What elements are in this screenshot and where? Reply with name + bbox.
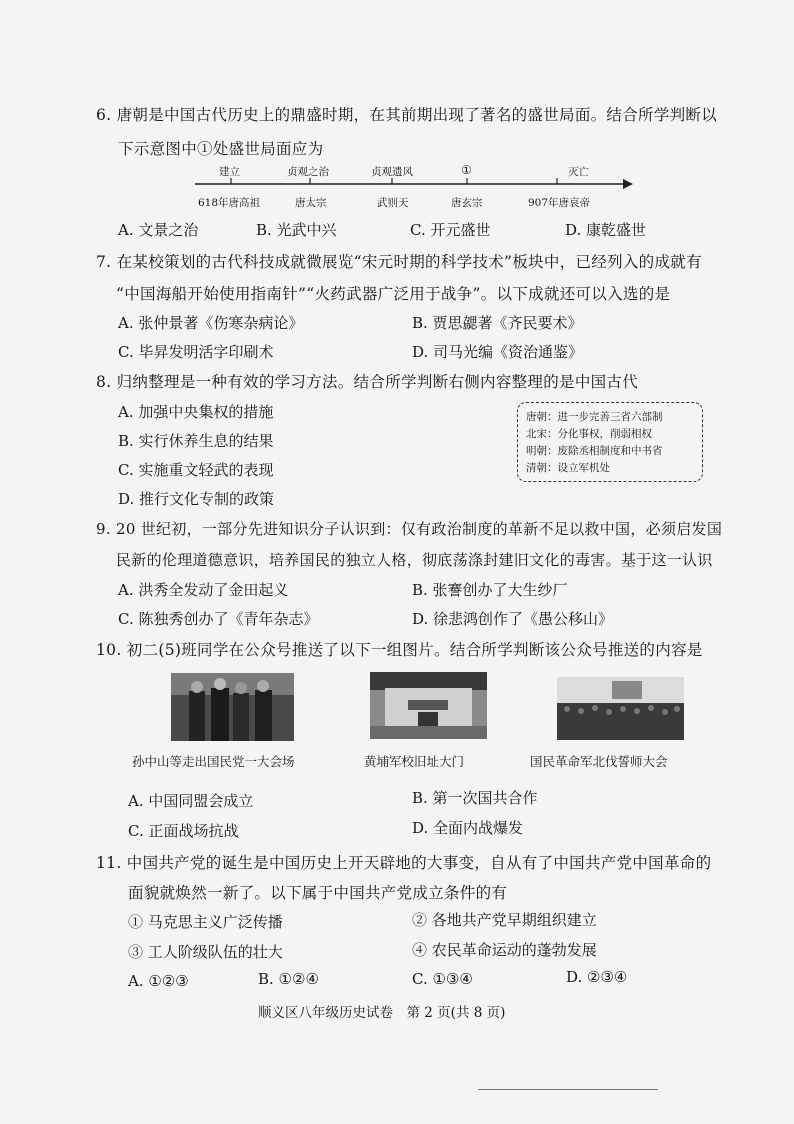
- q8-option-c: C. 实施重文轻武的表现: [118, 461, 274, 479]
- q11-stem-line1: 11. 中国共产党的诞生是中国历史上开天辟地的大事变，自从有了中国共产党中国革命的: [96, 854, 712, 872]
- q7-option-a: A. 张仲景著《伤寒杂病论》: [118, 314, 304, 332]
- q9-option-d: D. 徐悲鸿创作了《愚公移山》: [412, 610, 614, 628]
- timeline-top-label: 灭亡: [568, 166, 589, 178]
- timeline-top-label: 建立: [219, 166, 240, 178]
- q10-option-d: D. 全面内战爆发: [412, 819, 524, 837]
- q6-option-d: D. 康乾盛世: [565, 221, 647, 239]
- summary-line-qing: 清朝：设立军机处: [526, 462, 610, 474]
- q11-item-4: ④ 农民革命运动的蓬勃发展: [412, 941, 597, 959]
- q11-item-2: ② 各地共产党早期组织建立: [412, 911, 597, 929]
- q8-option-d: D. 推行文化专制的政策: [118, 490, 275, 508]
- q6-stem-line1: 6. 唐朝是中国古代历史上的鼎盛时期，在其前期出现了著名的盛世局面。结合所学判断以: [96, 106, 718, 124]
- summary-line-tang: 唐朝：进一步完善三省六部制: [526, 411, 663, 423]
- q7-option-c: C. 毕昇发明活字印刷术: [118, 343, 274, 361]
- q11-stem-line2: 面貌就焕然一新了。以下属于中国共产党成立条件的有: [128, 884, 508, 902]
- timeline-top-label: ①: [461, 163, 472, 177]
- timeline-bottom-label: 唐太宗: [295, 197, 327, 209]
- q6-stem-line2: 下示意图中①处盛世局面应为: [118, 140, 324, 158]
- timeline-bottom-label: 唐玄宗: [451, 197, 483, 209]
- timeline-bottom-label: 907年唐哀帝: [528, 197, 591, 209]
- summary-line-ming: 明朝：废除丞相制度和中书省: [526, 445, 663, 457]
- q8-option-a: A. 加强中央集权的措施: [118, 403, 274, 421]
- q11-option-d: D. ②③④: [566, 968, 628, 986]
- q9-stem-line1: 9. 20 世纪初，一部分先进知识分子认识到：仅有政治制度的革新不足以救中国，必须启发国: [96, 520, 723, 538]
- timeline-top-label: 贞观之治: [287, 166, 329, 178]
- q9-option-a: A. 洪秀全发动了金田起义: [118, 581, 289, 599]
- q10-option-b: B. 第一次国共合作: [412, 789, 538, 807]
- caption-photo-1: 孙中山等走出国民党一大会场: [132, 754, 295, 769]
- caption-photo-2: 黄埔军校旧址大门: [364, 754, 465, 769]
- photo-northern-expedition: [557, 677, 684, 740]
- timeline-top-label: 贞观遗风: [371, 166, 413, 178]
- q9-stem-line2: 民新的伦理道德意识，培养国民的独立人格，彻底荡涤封建旧文化的毒害。基于这一认识: [116, 551, 713, 569]
- timeline-bottom-label: 武则天: [377, 197, 409, 209]
- q11-option-c: C. ①③④: [412, 970, 473, 988]
- q11-option-b: B. ①②④: [258, 970, 319, 988]
- q6-option-a: A. 文景之治: [118, 221, 199, 239]
- q9-option-b: B. 张謇创办了大生纱厂: [412, 581, 568, 599]
- q7-option-b: B. 贾思勰著《齐民要术》: [412, 314, 583, 332]
- q10-option-c: C. 正面战场抗战: [128, 822, 239, 840]
- q6-option-b: B. 光武中兴: [256, 221, 337, 239]
- page-footer: 顺义区八年级历史试卷 第 2 页(共 8 页): [258, 1005, 506, 1021]
- q8-stem-line1: 8. 归纳整理是一种有效的学习方法。结合所学判断右侧内容整理的是中国古代: [96, 373, 639, 391]
- q11-option-a: A. ①②③: [128, 972, 189, 990]
- photo-kmt-congress: [171, 673, 294, 741]
- photo-whampoa-gate: [370, 672, 487, 739]
- q10-option-a: A. 中国同盟会成立: [128, 792, 254, 810]
- q11-item-1: ① 马克思主义广泛传播: [128, 913, 283, 931]
- q7-stem-line2: “中国海船开始使用指南针”“火药武器广泛用于战争”。以下成就还可以入选的是: [116, 285, 671, 303]
- q11-item-3: ③ 工人阶级队伍的壮大: [128, 943, 283, 961]
- caption-photo-3: 国民革命军北伐誓师大会: [530, 754, 668, 769]
- summary-line-song: 北宋：分化事权，削弱相权: [526, 428, 652, 440]
- q7-stem-line1: 7. 在某校策划的古代科技成就微展览“宋元时期的科学技术”板块中，已经列入的成就有: [96, 253, 702, 271]
- q6-option-c: C. 开元盛世: [410, 221, 491, 239]
- q8-option-b: B. 实行休养生息的结果: [118, 432, 274, 450]
- q10-stem-line1: 10. 初二(5)班同学在公众号推送了以下一组图片。结合所学判断该公众号推送的内容是: [96, 641, 703, 659]
- timeline-bottom-label: 618年唐高祖: [198, 197, 261, 209]
- footer-rule: [478, 1089, 658, 1090]
- summary-box: [517, 402, 703, 482]
- q9-option-c: C. 陈独秀创办了《青年杂志》: [118, 610, 319, 628]
- q7-option-d: D. 司马光编《资治通鉴》: [412, 343, 584, 361]
